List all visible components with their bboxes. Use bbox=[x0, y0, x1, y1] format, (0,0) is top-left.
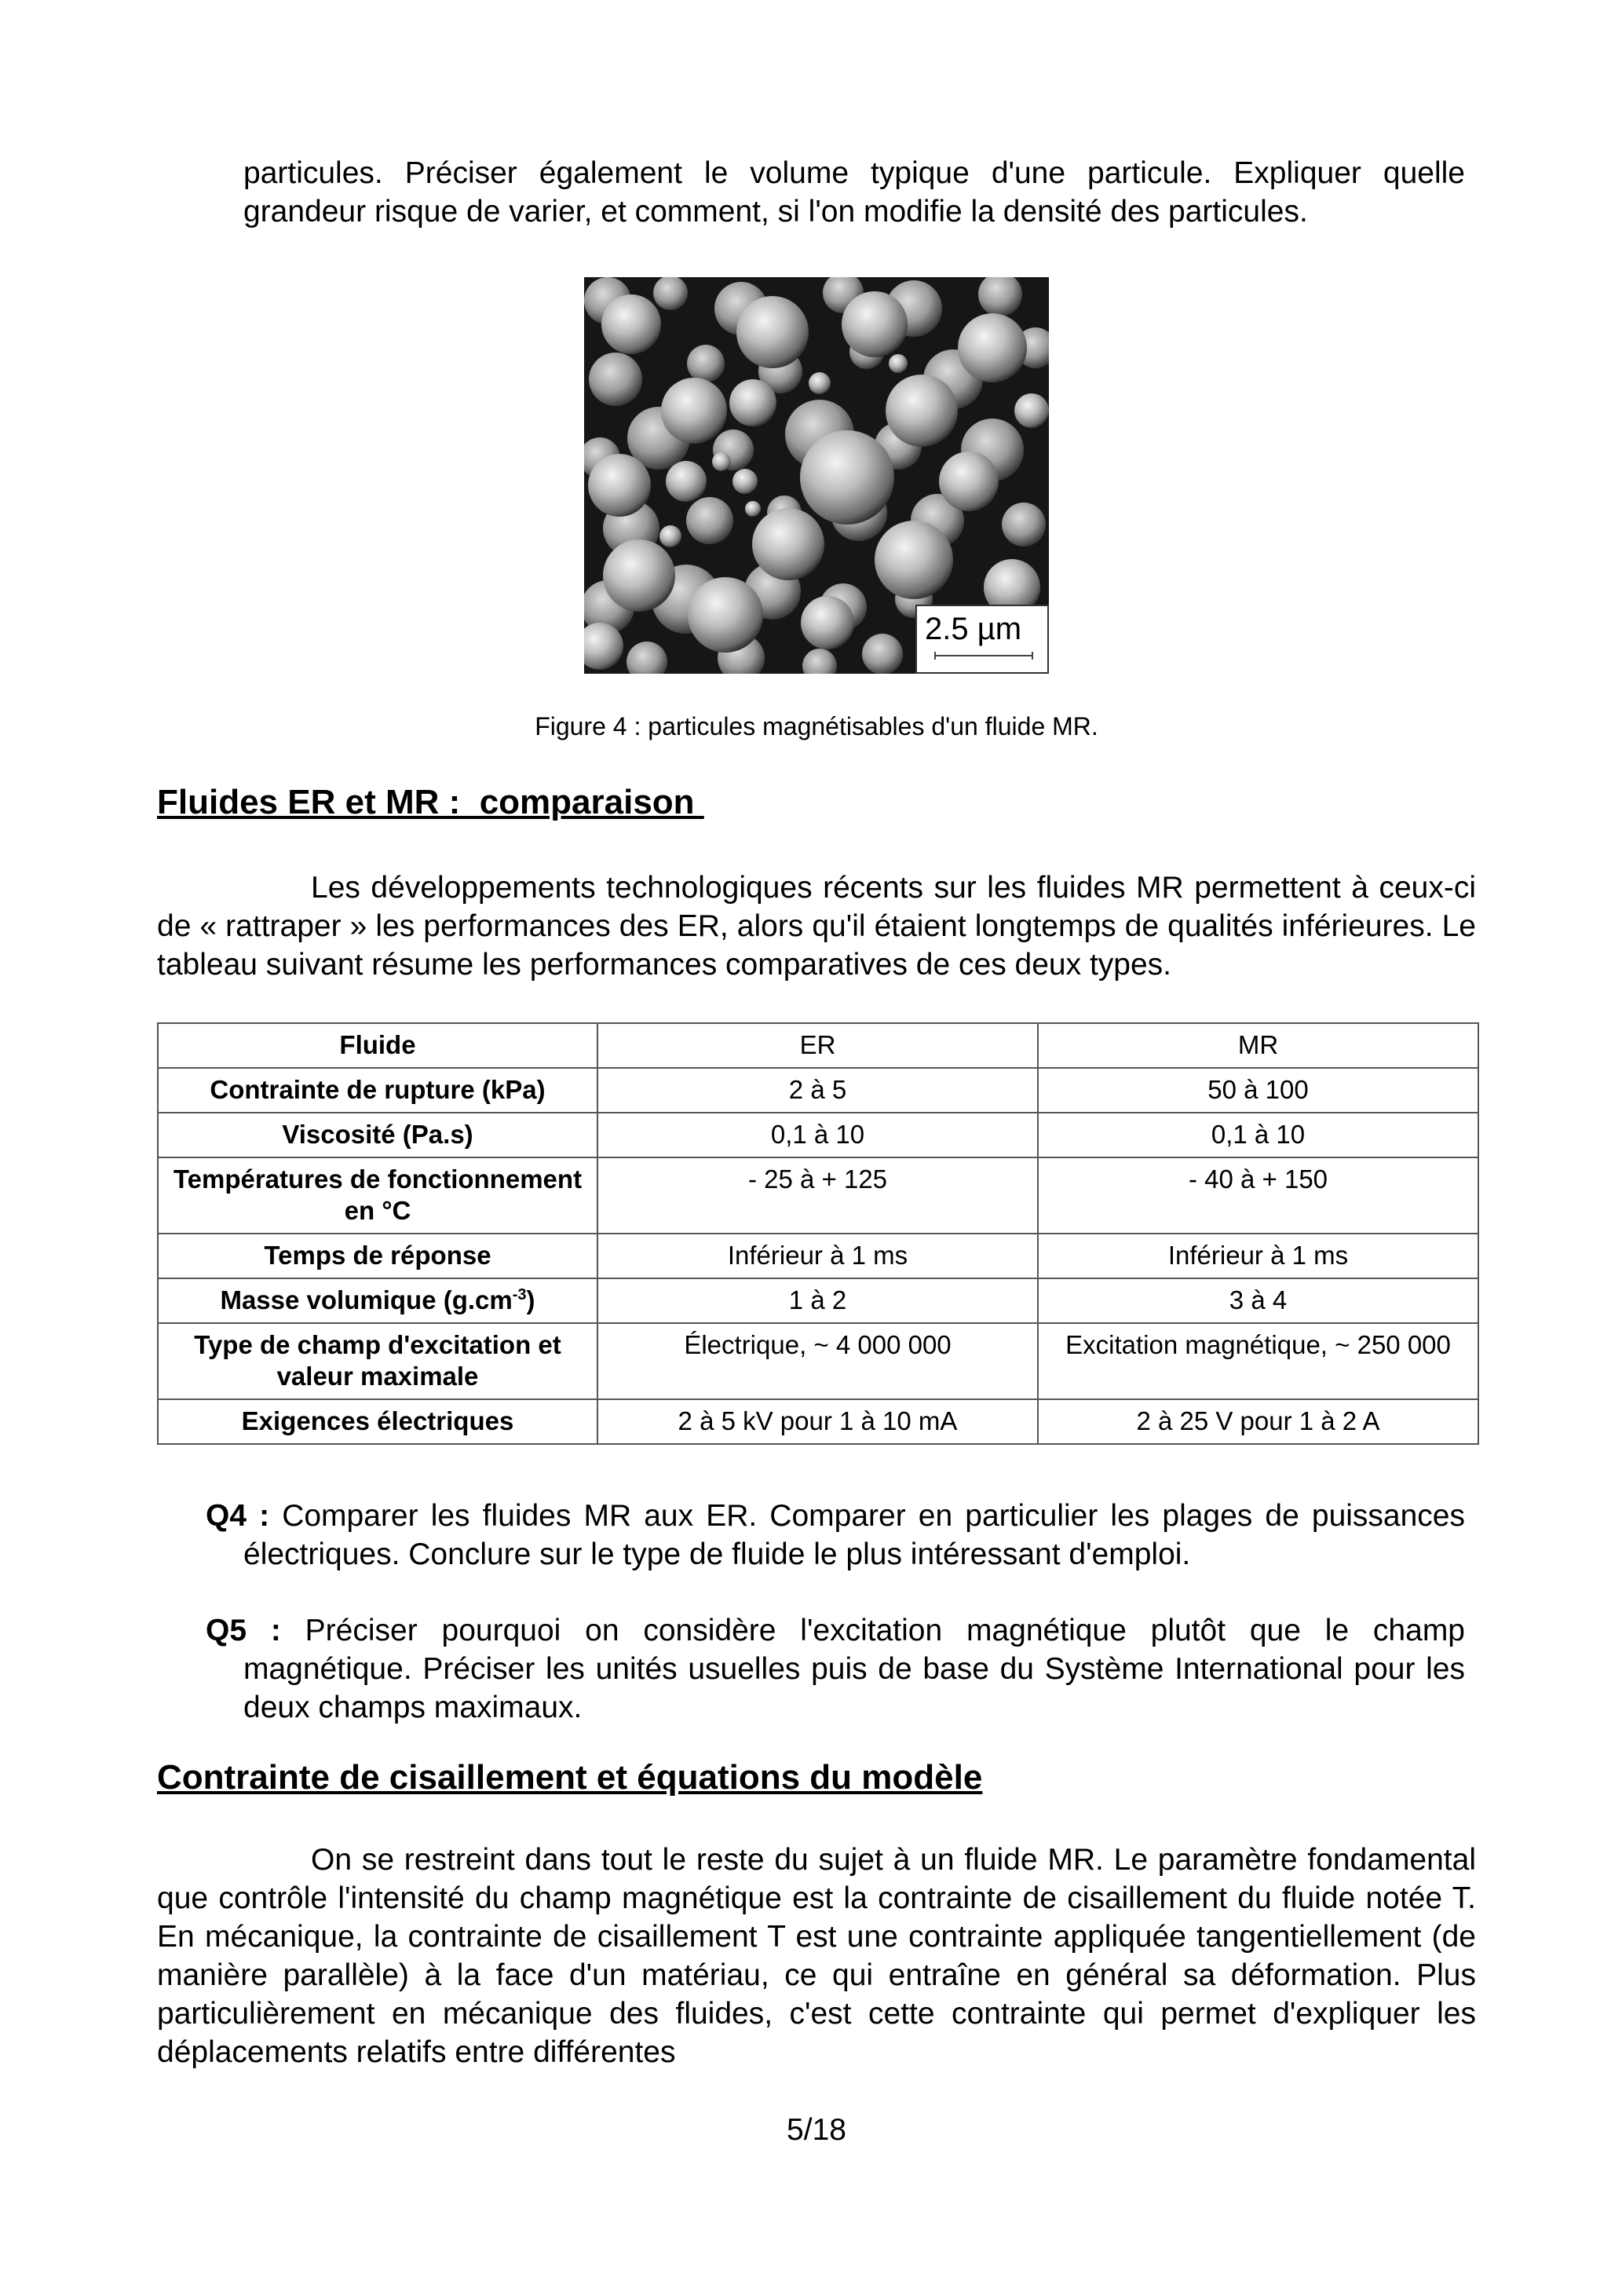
mr-value: 0,1 à 10 bbox=[1038, 1113, 1478, 1157]
section-heading-comparison: Fluides ER et MR : comparaison bbox=[157, 783, 704, 821]
table-row bbox=[158, 1068, 1478, 1113]
question-label: Q4 : bbox=[206, 1499, 270, 1533]
er-value: 1 à 2 bbox=[597, 1278, 1038, 1323]
er-value: - 25 à + 125 bbox=[597, 1157, 1038, 1234]
scale-bar bbox=[934, 652, 1033, 660]
er-value: 2 à 5 kV pour 1 à 10 mA bbox=[597, 1399, 1038, 1444]
table-header-cell: ER bbox=[597, 1023, 1038, 1068]
mr-value: - 40 à + 150 bbox=[1038, 1157, 1478, 1234]
page-number: 5/18 bbox=[787, 2113, 846, 2147]
table-row bbox=[158, 1278, 1478, 1323]
table-row bbox=[158, 1113, 1478, 1157]
question-text: Comparer les fluides MR aux ER. Comparer en particulier les plages de puissances électriques. Conclure sur le type de fluide le plus intéressant d'emploi. bbox=[243, 1499, 1465, 1571]
scale-bar-label: 2.5 µm bbox=[925, 612, 1022, 646]
comparison-table bbox=[157, 1022, 1479, 1445]
table-row bbox=[158, 1157, 1478, 1234]
intro-paragraph: particules. Préciser également le volume typique d'une particule. Expliquer quelle grandeur risque de varier, et comment, si l'on modifie la densité des particules. bbox=[243, 156, 1465, 229]
section-heading-shear: Contrainte de cisaillement et équations du modèle bbox=[157, 1758, 983, 1797]
mr-value: Inférieur à 1 ms bbox=[1038, 1234, 1478, 1278]
er-value: Électrique, ~ 4 000 000 bbox=[597, 1323, 1038, 1399]
row-label: Viscosité (Pa.s) bbox=[158, 1113, 597, 1157]
shear-paragraph: On se restreint dans tout le reste du sujet à un fluide MR. Le paramètre fondamental que contrôle l'intensité du champ magnétique est la contrainte de cisaillement du fluide notée T. En mécanique, la contrainte de cisaillement T est une contrainte appliquée tangentiellement (de manière parallèle) à la face d'un matériau, ce qui entraîne en général sa déformation. Plus particulièrement en mécanique des fluides, c'est cette contrainte qui permet d'expliquer les déplacements relatifs entre différentes bbox=[157, 1843, 1476, 2069]
question-text: Préciser pourquoi on considère l'excitation magnétique plutôt que le champ magnétique. Préciser les unités usuelles puis de base du Système International pour les deux champs maximaux. bbox=[243, 1614, 1465, 1724]
mr-value: 2 à 25 V pour 1 à 2 A bbox=[1038, 1399, 1478, 1444]
row-label bbox=[158, 1278, 597, 1323]
row-label-exponent: -3 bbox=[512, 1286, 527, 1303]
row-label: Temps de réponse bbox=[158, 1234, 597, 1278]
mr-value: 50 à 100 bbox=[1038, 1068, 1478, 1113]
scale-bar-box bbox=[915, 605, 1049, 674]
table-header-cell: Fluide bbox=[158, 1023, 597, 1068]
er-value: Inférieur à 1 ms bbox=[597, 1234, 1038, 1278]
row-label: Températures de fonctionnement en °C bbox=[158, 1157, 597, 1234]
er-value: 0,1 à 10 bbox=[597, 1113, 1038, 1157]
table-header-cell: MR bbox=[1038, 1023, 1478, 1068]
table-row bbox=[158, 1399, 1478, 1444]
row-label-main: Masse volumique (g.cm bbox=[220, 1285, 513, 1314]
row-label: Type de champ d'excitation et valeur maximale bbox=[158, 1323, 597, 1399]
mr-value: 3 à 4 bbox=[1038, 1278, 1478, 1323]
table-header-row bbox=[158, 1023, 1478, 1068]
question-q5 bbox=[206, 1611, 1465, 1727]
mr-value: Excitation magnétique, ~ 250 000 bbox=[1038, 1323, 1478, 1399]
comparison-paragraph: Les développements technologiques récents sur les fluides MR permettent à ceux-ci de « rattraper » les performances des ER, alors qu'il étaient longtemps de qualités inférieures. Le tableau suivant résume les performances comparatives de ces deux types. bbox=[157, 871, 1476, 982]
particles-micrograph bbox=[584, 277, 1049, 674]
row-label: Exigences électriques bbox=[158, 1399, 597, 1444]
er-value: 2 à 5 bbox=[597, 1068, 1038, 1113]
table-row bbox=[158, 1234, 1478, 1278]
row-label: Contrainte de rupture (kPa) bbox=[158, 1068, 597, 1113]
table-row bbox=[158, 1323, 1478, 1399]
question-label: Q5 : bbox=[206, 1614, 281, 1647]
question-q4 bbox=[206, 1497, 1465, 1574]
row-label-end: ) bbox=[526, 1285, 535, 1314]
figure-caption: Figure 4 : particules magnétisables d'un fluide MR. bbox=[535, 712, 1098, 740]
